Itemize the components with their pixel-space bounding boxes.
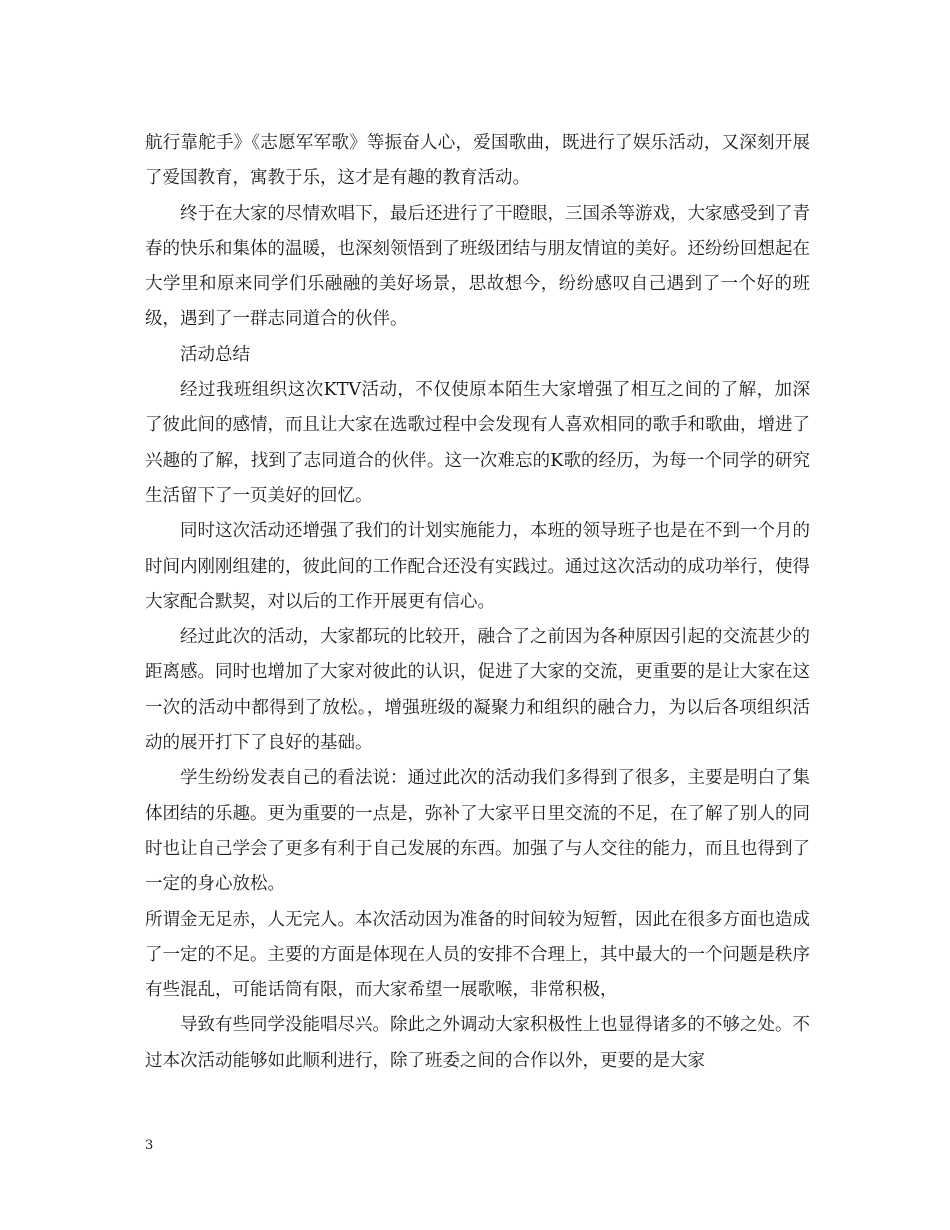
paragraph: 所谓金无足赤，人无完人。本次活动因为准备的时间较为短暂，因此在很多方面也造成了一定的不足。主要的方面是体现在人员的安排不合理上，其中最大的一个问题是秩序有些混乱，可能话筒有限，而大家希望一展歌喉，非常积极， bbox=[145, 909, 810, 1001]
paragraph: 经过我班组织这次KTV活动，不仅使原本陌生大家增强了相互之间的了解，加深了彼此间的感情，而且让大家在选歌过程中会发现有人喜欢相同的歌手和歌曲，增进了兴趣的了解，找到了志同道合的伙伴。这一次难忘的K歌的经历，为每一个同学的研究生活留下了一页美好的回忆。 bbox=[145, 380, 810, 506]
paragraph: 终于在大家的尽情欢唱下，最后还进行了干瞪眼，三国杀等游戏，大家感受到了青春的快乐和集体的温暖，也深刻领悟到了班级团结与朋友情谊的美好。还纷纷回想起在大学里和原来同学们乐融融的美好场景，思故想今，纷纷感叹自己遇到了一个好的班级，遇到了一群志同道合的伙伴。 bbox=[145, 203, 810, 330]
paragraph: 导致有些同学没能唱尽兴。除此之外调动大家积极性上也显得诸多的不够之处。不过本次活动能够如此顺利进行，除了班委之间的合作以外，更要的是大家 bbox=[145, 1015, 810, 1071]
paragraph: 学生纷纷发表自己的看法说：通过此次的活动我们多得到了很多，主要是明白了集体团结的乐趣。更为重要的一点是，弥补了大家平日里交流的不足，在了解了别人的同时也让自己学会了更多有利于自己发展的东西。加强了与人交往的能力，而且也得到了一定的身心放松。 bbox=[145, 768, 810, 895]
body-text bbox=[145, 126, 810, 1079]
page-number: 3 bbox=[145, 1138, 154, 1153]
section-heading: 活动总结 bbox=[180, 344, 250, 365]
paragraph: 同时这次活动还增强了我们的计划实施能力，本班的领导班子也是在不到一个月的时间内刚刚组建的，彼此间的工作配合还没有实践过。通过这次活动的成功举行，使得大家配合默契，对以后的工作开展更有信心。 bbox=[145, 521, 810, 612]
paragraph: 航行靠舵手》《志愿军军歌》等振奋人心，爱国歌曲，既进行了娱乐活动，又深刻开展了爱国教育，寓教于乐，这才是有趣的教育活动。 bbox=[145, 133, 810, 189]
paragraph: 经过此次的活动，大家都玩的比较开，融合了之前因为各种原因引起的交流甚少的距离感。同时也增加了大家对彼此的认识，促进了大家的交流，更重要的是让大家在这一次的活动中都得到了放松。，增强班级的凝聚力和组织的融合力，为以后各项组织活动的展开打下了良好的基础。 bbox=[145, 627, 810, 754]
